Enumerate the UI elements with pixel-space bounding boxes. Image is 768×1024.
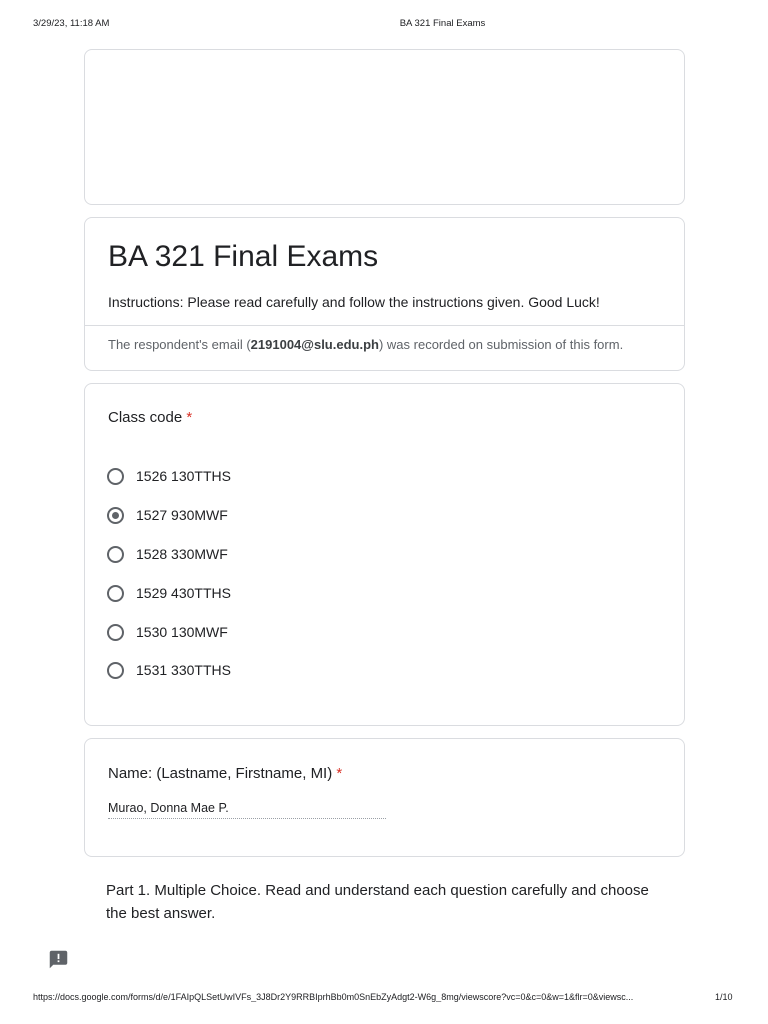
radio-option-1527[interactable]	[107, 504, 228, 526]
respondent-email: 2191004@slu.edu.ph	[250, 337, 379, 352]
section-description: Part 1. Multiple Choice. Read and understand each question carefully and choose the best answer.	[106, 882, 649, 922]
radio-option-1531[interactable]	[107, 659, 231, 681]
question-label-text: Class code	[108, 409, 183, 426]
question-label-text: Name: (Lastname, Firstname, MI)	[108, 765, 333, 782]
question-class-code	[84, 383, 685, 726]
radio-option-1529[interactable]	[107, 582, 231, 604]
required-asterisk: *	[336, 765, 343, 782]
email-note-prefix: The respondent's email (	[108, 337, 251, 352]
radio-button[interactable]	[107, 624, 124, 641]
radio-option-label: 1530 130MWF	[136, 624, 228, 640]
radio-option-1526[interactable]	[107, 465, 231, 487]
form-title-card	[84, 217, 685, 371]
radio-option-label: 1527 930MWF	[136, 507, 228, 523]
title-divider	[85, 325, 684, 326]
feedback-icon[interactable]	[48, 949, 69, 970]
radio-button[interactable]	[107, 585, 124, 602]
page-number: 1/10	[715, 992, 733, 1002]
header-banner	[84, 49, 685, 205]
radio-button[interactable]	[107, 546, 124, 563]
form-title: BA 321 Final Exams	[108, 240, 379, 273]
question-label	[108, 765, 342, 782]
print-url: https://docs.google.com/forms/d/e/1FAIpQLSetUwIVFs_3J8Dr2Y9RRBIprhBb0m0SnEbZyAdgt2-W6g_8mg/viewscore?vc=0&c=0&w=1&flr=0&viewsc...	[33, 992, 634, 1002]
radio-option-1530[interactable]	[107, 621, 228, 643]
email-note-suffix: ) was recorded on submission of this form.	[378, 337, 624, 352]
print-page-title: BA 321 Final Exams	[399, 18, 486, 29]
radio-option-label: 1531 330TTHS	[136, 662, 231, 678]
print-footer	[0, 992, 768, 1006]
question-name	[84, 738, 685, 857]
name-answer-field[interactable]: Murao, Donna Mae P.	[108, 801, 386, 819]
radio-button-selected[interactable]	[107, 507, 124, 524]
radio-option-label: 1528 330MWF	[136, 546, 228, 562]
form-description: Instructions: Please read carefully and follow the instructions given. Good Luck!	[108, 294, 600, 310]
radio-option-1528[interactable]	[107, 543, 228, 565]
print-header	[0, 18, 768, 32]
email-recorded-note	[108, 337, 623, 352]
required-asterisk: *	[186, 409, 193, 426]
question-label	[108, 409, 192, 426]
radio-button[interactable]	[107, 662, 124, 679]
radio-option-label: 1526 130TTHS	[136, 468, 231, 484]
radio-option-label: 1529 430TTHS	[136, 585, 231, 601]
radio-button[interactable]	[107, 468, 124, 485]
print-datetime: 3/29/23, 11:18 AM	[33, 18, 110, 29]
